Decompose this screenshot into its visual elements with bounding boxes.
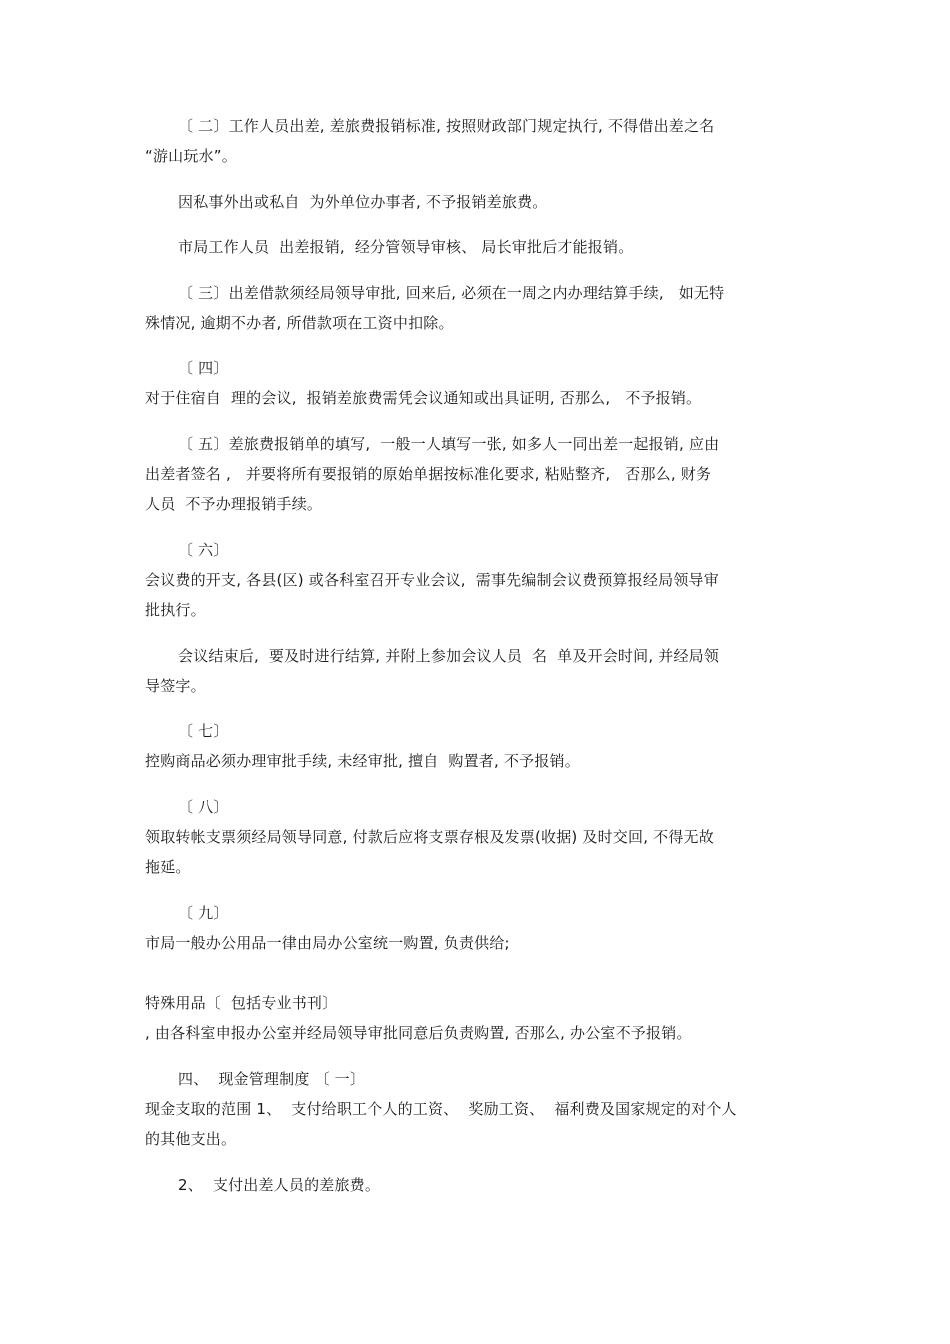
text-line: , 由各科室申报办公室并经局领导审批同意后负责购置, 否那么, 办公室不予报销。 (145, 1024, 692, 1042)
text-line: 会议费的开支, 各县(区) 或各科室召开专业会议, 需事先编制会议费预算报经局领导审 (145, 571, 719, 589)
section-heading: 〔 六〕 (178, 541, 229, 559)
text-line: 导签字。 (145, 677, 206, 695)
text-line: 批执行。 (145, 601, 206, 619)
section-heading: 〔 四〕 (178, 359, 229, 377)
text-line: 的其他支出。 (145, 1130, 237, 1148)
text-line: 人员 不予办理报销手续。 (145, 495, 323, 513)
text-line: 市局工作人员 出差报销, 经分管领导审核、 局长审批后才能报销。 (178, 238, 634, 256)
text-line: 控购商品必须办理审批手续, 未经审批, 擅自 购置者, 不予报销。 (145, 752, 580, 770)
text-line: 特殊用品〔 包括专业书刊〕 (145, 994, 338, 1012)
text-line: 现金支取的范围 1、 支付给职工个人的工资、 奖励工资、 福利费及国家规定的对个人 (145, 1100, 737, 1118)
text-line: 因私事外出或私自 为外单位办事者, 不予报销差旅费。 (178, 193, 548, 211)
text-line: 出差者签名 , 并要将所有要报销的原始单据按标准化要求, 粘贴整齐, 否那么, 财务 (145, 465, 712, 483)
text-line: 会议结束后, 要及时进行结算, 并附上参加会议人员 名 单及开会时间, 并经局领 (178, 647, 720, 665)
text-line: 市局一般办公用品一律由局办公室统一购置, 负责供给; (145, 934, 510, 952)
text-line: 对于住宿自 理的会议, 报销差旅费需凭会议通知或出具证明, 否那么, 不予报销。 (145, 389, 702, 407)
text-line: “游山玩水”。 (145, 147, 237, 165)
section-heading: 〔 八〕 (178, 798, 229, 816)
text-line: 殊情况, 逾期不办者, 所借款项在工资中扣除。 (145, 314, 454, 332)
section-heading: 〔 九〕 (178, 904, 229, 922)
text-line: 〔 五〕差旅费报销单的填写, 一般一人填写一张, 如多人一同出差一起报销, 应由 (178, 435, 720, 453)
section-heading: 〔 七〕 (178, 722, 229, 740)
text-line: 2、 支付出差人员的差旅费。 (178, 1176, 381, 1194)
text-line: 领取转帐支票须经局领导同意, 付款后应将支票存根及发票(收据) 及时交回, 不得无故 (145, 828, 714, 846)
text-line: 〔 三〕出差借款须经局领导审批, 回来后, 必须在一周之内办理结算手续, 如无特 (178, 284, 725, 302)
text-line: 拖延。 (145, 858, 191, 876)
text-line: 〔 二〕工作人员出差, 差旅费报销标准, 按照财政部门规定执行, 不得借出差之名 (178, 117, 715, 135)
section-heading: 四、 现金管理制度 〔 一〕 (178, 1070, 366, 1088)
